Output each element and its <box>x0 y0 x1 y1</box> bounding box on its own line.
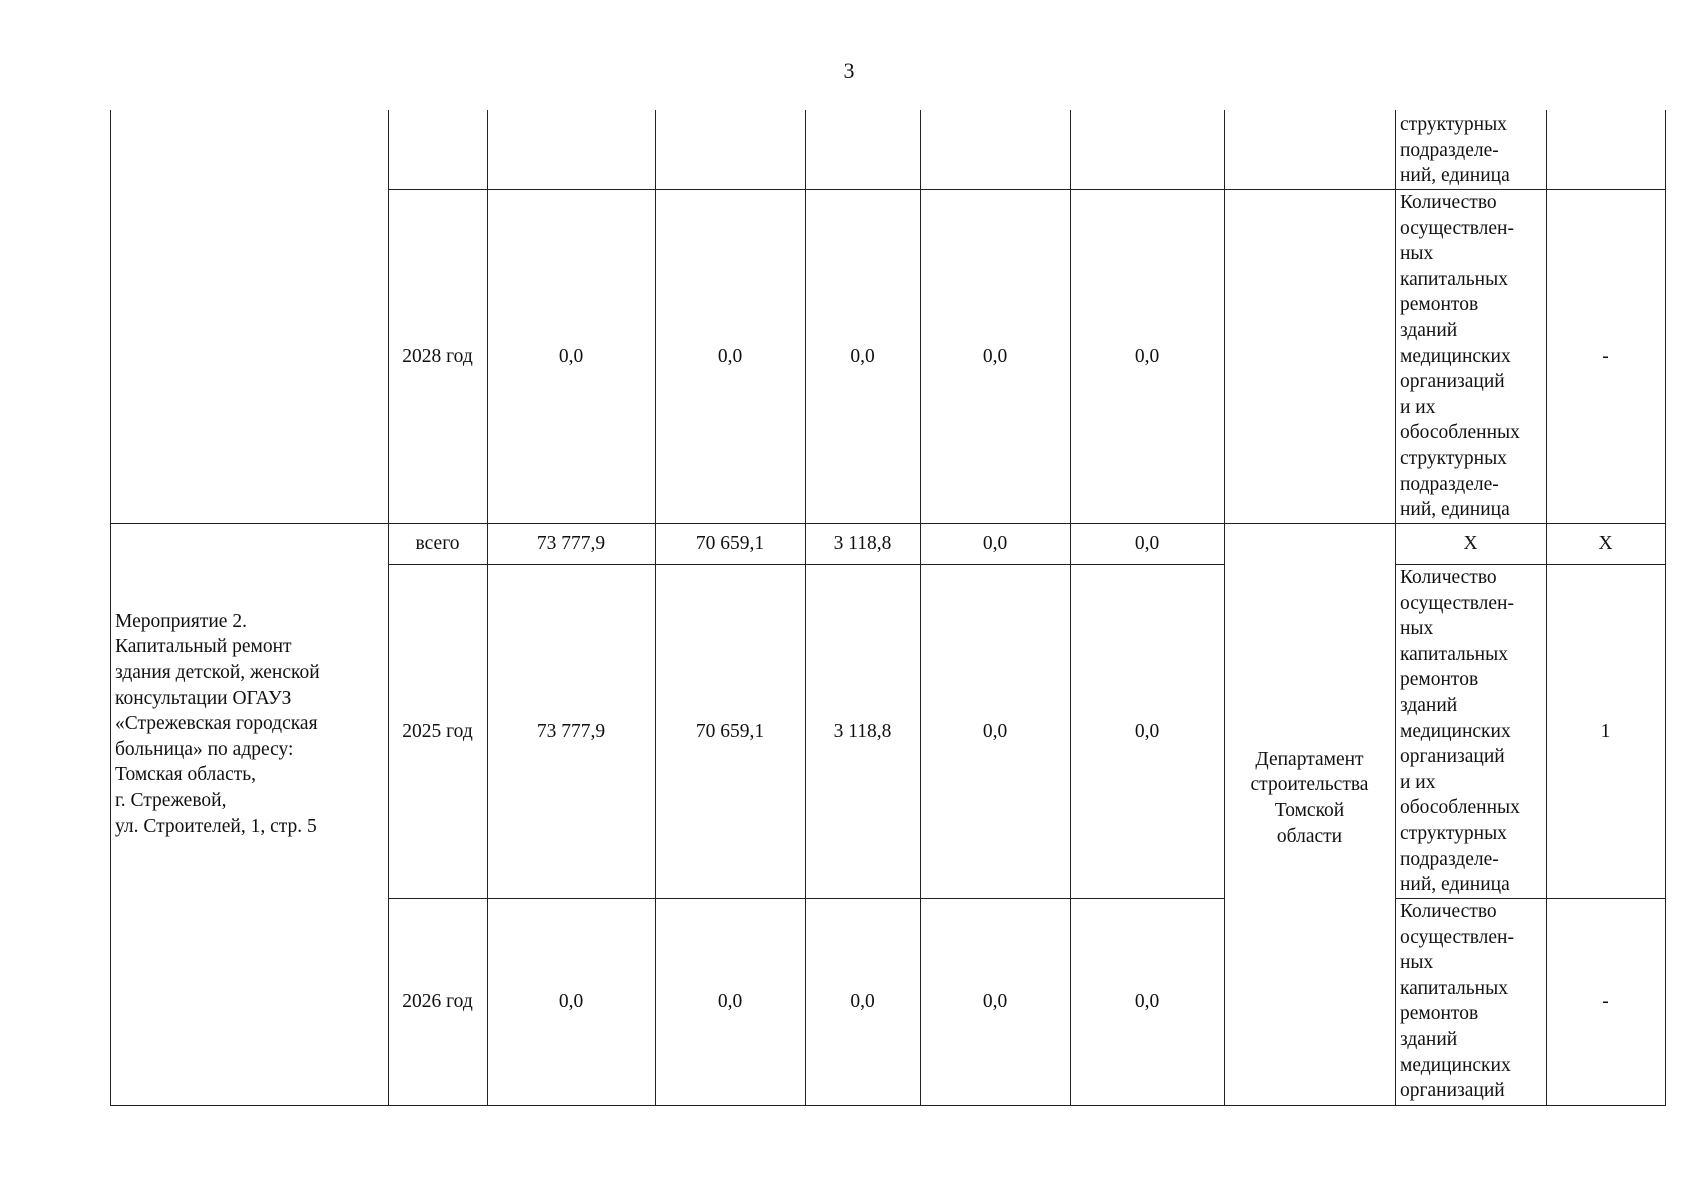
value-cell: 70 659,1 <box>695 533 765 555</box>
value-cell: 3 118,8 <box>833 533 892 555</box>
indicator-cell: структурных подразделе- ний, единица <box>1400 114 1510 187</box>
value-cell: 0,0 <box>558 991 584 1013</box>
value-cell: 0,0 <box>1134 991 1160 1013</box>
page-number: 3 <box>843 58 855 83</box>
indicator-cell: Количество осуществлен- ных капитальных ремонтов зданий медицинских организаций и их обособленных структурных подразделе- ний, единица <box>1400 567 1520 896</box>
value-cell: 0,0 <box>717 345 743 367</box>
value-cell: 70 659,1 <box>695 720 765 742</box>
table-border-right <box>1665 110 1666 1106</box>
value-cell: 3 118,8 <box>833 720 892 742</box>
value-cell: 0,0 <box>1134 720 1160 742</box>
year-cell: 2028 год <box>402 345 473 367</box>
value-cell: 0,0 <box>982 991 1008 1013</box>
value-cell: 0,0 <box>850 991 875 1013</box>
value-cell: 0,0 <box>982 345 1008 367</box>
indicator-cell: Количество осуществлен- ных капитальных ремонтов зданий медицинских организаций и их обособленных структурных подразделе- ний, единица <box>1400 192 1520 521</box>
value-cell: 0,0 <box>850 345 875 367</box>
indicator-cell: Х <box>1463 533 1478 555</box>
value-cell: 73 777,9 <box>536 720 606 742</box>
year-cell: всего <box>415 533 460 555</box>
year-cell: 2025 год <box>402 720 473 742</box>
target-cell: 1 <box>1600 720 1611 742</box>
target-cell: Х <box>1598 533 1613 555</box>
target-cell: - <box>1602 345 1609 367</box>
value-cell: 0,0 <box>558 345 584 367</box>
indicator-cell: Количество осуществлен- ных капитальных ремонтов зданий медицинских организаций <box>1400 901 1514 1102</box>
value-cell: 0,0 <box>982 533 1008 555</box>
value-cell: 0,0 <box>982 720 1008 742</box>
value-cell: 0,0 <box>1134 533 1160 555</box>
value-cell: 73 777,9 <box>536 533 606 555</box>
executor-cell: Департамент строительства Томской области <box>1250 748 1369 847</box>
activity-cell: Мероприятие 2. Капитальный ремонт здания детской, женской консультации ОГАУЗ «Стрежевская городская больница» по адресу: Томская область, г. Стрежевой, ул. Строителей, 1, стр. 5 <box>115 610 320 837</box>
target-cell: - <box>1602 991 1609 1013</box>
table-border-bottom <box>110 1105 1666 1106</box>
value-cell: 0,0 <box>717 991 743 1013</box>
value-cell: 0,0 <box>1134 345 1160 367</box>
year-cell: 2026 год <box>402 991 473 1013</box>
